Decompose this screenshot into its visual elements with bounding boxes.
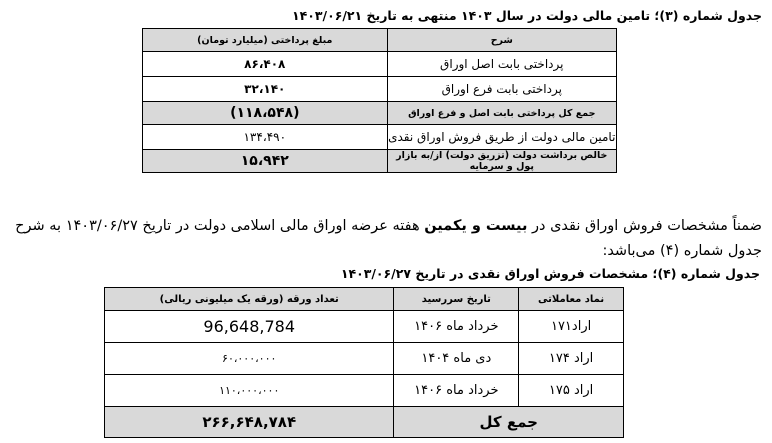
cell-maturity: دی ماه ۱۴۰۴ <box>394 343 519 375</box>
row-description: خالص برداشت دولت (تزریق دولت) از/به بازار پول و سرمایه <box>387 150 616 173</box>
row-amount: (۱۱۸،۵۴۸) <box>143 102 388 125</box>
header-maturity: تاریخ سررسید <box>394 288 519 311</box>
row-description: پرداختی بابت اصل اوراق <box>387 52 616 77</box>
cell-symbol: اراد ۱۷۴ <box>519 343 624 375</box>
bond-sales-table <box>104 287 624 438</box>
paragraph-bold: بیست و یکمین <box>424 218 528 234</box>
total-label: جمع کل <box>394 407 624 438</box>
table3-caption: جدول شماره (۳)؛ تامین مالی دولت در سال ۱۴۰۳ منتهی به تاریخ ۱۴۰۳/۰۶/۲۱ <box>292 8 762 23</box>
cell-count: 96,648,784 <box>105 311 394 343</box>
paragraph-text: ضمناً مشخصات فروش اوراق نقدی در <box>527 218 762 234</box>
cell-symbol: اراد۱۷۱ <box>519 311 624 343</box>
table-row <box>143 77 617 102</box>
row-amount: ۱۳۴،۴۹۰ <box>143 125 388 150</box>
table-header-row <box>143 29 617 52</box>
table-row <box>105 375 624 407</box>
total-count: ۲۶۶,۶۴۸,۷۸۴ <box>105 407 394 438</box>
table-row-total-payments <box>143 102 617 125</box>
table-row <box>143 52 617 77</box>
table-row <box>143 125 617 150</box>
cell-count: ۶۰،۰۰۰،۰۰۰ <box>105 343 394 375</box>
row-amount: ۳۲،۱۴۰ <box>143 77 388 102</box>
table-row-net-withdrawal <box>143 150 617 173</box>
table-row <box>105 311 624 343</box>
row-amount: ۸۶،۴۰۸ <box>143 52 388 77</box>
row-description: تامین مالی دولت از طریق فروش اوراق نقدی <box>387 125 616 150</box>
header-count: تعداد ورقه (ورقه یک میلیونی ریالی) <box>105 288 394 311</box>
header-description: شرح <box>387 29 616 52</box>
row-description: پرداختی بابت فرع اوراق <box>387 77 616 102</box>
cell-count: ۱۱۰،۰۰۰،۰۰۰ <box>105 375 394 407</box>
header-amount: مبلغ پرداختی (میلیارد تومان) <box>143 29 388 52</box>
row-amount: ۱۵،۹۴۲ <box>143 150 388 173</box>
cell-maturity: خرداد ماه ۱۴۰۶ <box>394 311 519 343</box>
row-description: جمع کل پرداختی بابت اصل و فرع اوراق <box>387 102 616 125</box>
government-financing-table <box>142 28 617 173</box>
table-row <box>105 343 624 375</box>
table-row-total <box>105 407 624 438</box>
table-header-row <box>105 288 624 311</box>
cell-maturity: خرداد ماه ۱۴۰۶ <box>394 375 519 407</box>
header-symbol: نماد معاملاتی <box>519 288 624 311</box>
cell-symbol: اراد ۱۷۵ <box>519 375 624 407</box>
table4-caption: جدول شماره (۴)؛ مشخصات فروش اوراق نقدی در تاریخ ۱۴۰۳/۰۶/۲۷ <box>340 266 760 281</box>
paragraph-text: هفته عرضه اوراق مالی اسلامی دولت در تاریخ ۱۴۰۳/۰۶/۲۷ به شرح جدول شماره (۴) می‌باشد: <box>15 218 762 259</box>
body-paragraph <box>10 214 762 264</box>
